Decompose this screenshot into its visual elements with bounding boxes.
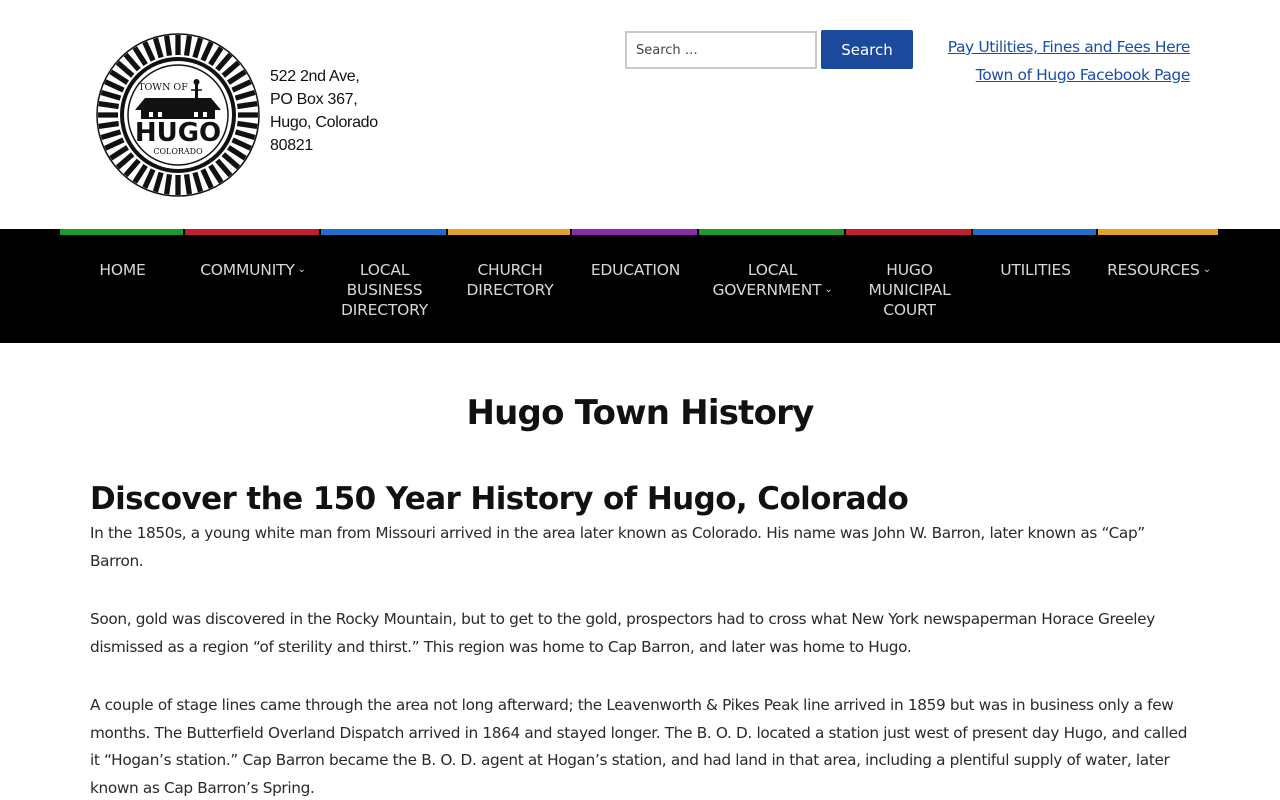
address-line: Hugo, Colorado [270,114,378,131]
logo-ray [175,175,180,195]
logo-ray [238,112,258,117]
address-line: PO Box 367, [270,91,358,108]
nav-item-local-business-directory[interactable] [321,229,448,343]
page-title: Hugo Town History [466,393,814,433]
nav-item-home[interactable] [60,229,185,343]
logo-ray [175,35,180,55]
logo-ray [192,38,203,59]
nav-label: HOME [99,261,146,279]
chevron-down-icon: ⌄ [824,284,833,295]
logo-ray [98,121,119,129]
nav-item-education[interactable] [572,229,699,343]
chevron-down-icon: ⌄ [1202,264,1211,275]
history-paragraph: A couple of stage lines came through the area not long afterward; the Leavenworth & Pikes Peak line arrived in 1859 but was in business only a few months. The Butterfield Overland Dispatch arrived in 1864 and stayed longer. The B. O. D. located a station just west of present day Hugo, and called it “Hogan’s station.” Cap Barron became the B. O. D. agent at Hogan’s station, and had land in that area, including a plentiful supply of water, later known as Cap Barron’s Spring. [90,696,1188,797]
nav-stripe [448,229,570,235]
nav-label: EDUCATION [590,261,681,279]
logo-ray [164,35,172,56]
logo-ray [237,121,258,129]
logo-ray [98,112,118,117]
facebook-page-link[interactable]: Town of Hugo Facebook Page [975,66,1190,84]
logo-ray [164,174,172,195]
nav-label: LOCAL BUSINESS DIRECTORY [340,261,428,319]
nav-label: COMMUNITY [200,261,295,279]
nav-label: HUGO MUNICIPAL COURT [868,261,951,319]
history-paragraph: In the 1850s, a young white man from Missouri arrived in the area later known as Colorado. His name was John W. Barron, later known as “Cap” Barron. [90,524,1145,570]
nav-item-hugo-municipal-court[interactable] [846,229,973,343]
logo-ray [153,38,164,59]
logo-name-text: HUGO [134,118,222,148]
nav-label: RESOURCES [1107,261,1200,279]
logo-ray [101,129,122,140]
logo-ray [235,90,256,101]
header-links [948,33,1190,89]
main-navigation [0,229,1280,343]
logo-ray [153,172,164,193]
nav-stripe [321,229,446,235]
nav-item-resources[interactable] [1098,229,1220,343]
nav-stripe [60,229,183,235]
nav-item-church-directory[interactable] [448,229,572,343]
nav-stripe [699,229,844,235]
history-paragraph: Soon, gold was discovered in the Rocky Mountain, but to get to the gold, prospectors had to cross what New York newspaperman Horace Greeley dismissed as a region “of sterility and thirst.” This region was home to Cap Barron, and later was home to Hugo. [90,610,1155,656]
section-heading: Discover the 150 Year History of Hugo, Colorado [90,481,909,517]
chevron-down-icon: ⌄ [297,264,306,275]
logo-ray [184,35,192,56]
nav-label: CHURCH DIRECTORY [466,261,554,299]
pay-utilities-link[interactable]: Pay Utilities, Fines and Fees Here [947,38,1190,56]
site-header [0,0,1280,229]
logo-ray [192,172,203,193]
town-logo[interactable] [95,32,261,198]
nav-stripe [1098,229,1218,235]
logo-ray [98,101,119,109]
nav-item-community[interactable] [185,229,321,343]
logo-bottom-text: COLORADO [153,147,203,156]
search-input[interactable] [625,31,817,69]
address-line: 522 2nd Ave, [270,68,360,85]
nav-stripe [846,229,971,235]
nav-item-local-government[interactable] [699,229,846,343]
logo-top-text: TOWN OF [138,82,188,93]
nav-stripe [973,229,1096,235]
nav-label: LOCAL GOVERNMENT [712,261,822,299]
address-line: 80821 [270,137,313,154]
logo-ray [237,101,258,109]
nav-item-utilities[interactable] [973,229,1098,343]
nav-stripe [572,229,697,235]
nav-label: UTILITIES [1000,261,1071,279]
logo-ray [235,129,256,140]
logo-ray [101,90,122,101]
nav-stripe [185,229,319,235]
main-content [90,478,1195,800]
logo-ray [184,174,192,195]
nav-menu [60,229,1220,343]
search-button[interactable]: Search [821,30,913,69]
town-address [270,65,378,157]
